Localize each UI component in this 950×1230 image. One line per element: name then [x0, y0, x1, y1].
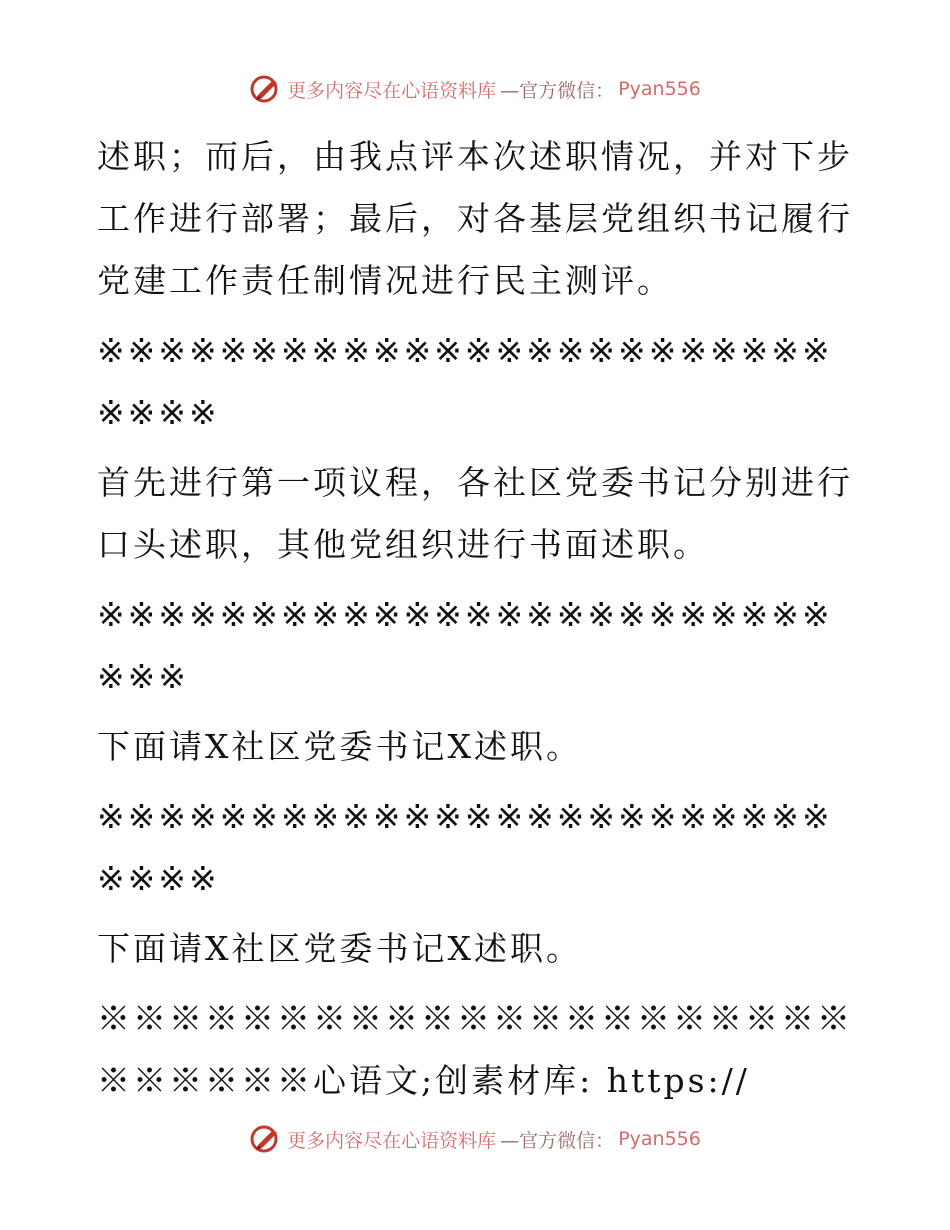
watermark-wechat-id: Pyan556 — [618, 78, 701, 100]
footer-watermark — [0, 1124, 950, 1154]
watermark-main-text: 更多内容尽在心语资料库 — [287, 79, 497, 102]
separator-line-with-source: ※※※※※※※※※※※※※※※※※※※※※※※※※※※心语文;创素材库: https:// — [97, 999, 853, 1100]
separator-line: ※※※※※※※※※※※※※※※※※※※※※※※※※※※※ — [97, 331, 833, 432]
paragraph-intro: 述职；而后，由我点评本次述职情况，并对下步工作进行部署；最后，对各基层党组织书记履行党建工作责任制情况进行民主测评。 — [97, 137, 853, 300]
watermark-wechat-id: Pyan556 — [618, 1128, 701, 1150]
watermark-main-text: 更多内容尽在心语资料库 — [287, 1129, 497, 1152]
pen-circle-logo-icon — [249, 1124, 283, 1154]
header-watermark — [0, 74, 950, 104]
document-body — [97, 126, 857, 1112]
paragraph-invite-speaker: 下面请X社区党委书记X述职。 — [97, 727, 582, 766]
paragraph-invite-speaker: 下面请X社区党委书记X述职。 — [97, 929, 582, 968]
paragraph-first-agenda: 首先进行第一项议程，各社区党委书记分别进行口头述职，其他党组织进行书面述职。 — [97, 463, 853, 564]
pen-circle-logo-icon — [249, 74, 283, 104]
watermark-sub-text: —官方微信： — [500, 1129, 615, 1152]
separator-line: ※※※※※※※※※※※※※※※※※※※※※※※※※※※※ — [97, 797, 833, 898]
watermark-sub-text: —官方微信： — [500, 79, 615, 102]
separator-line: ※※※※※※※※※※※※※※※※※※※※※※※※※※※ — [97, 595, 833, 696]
